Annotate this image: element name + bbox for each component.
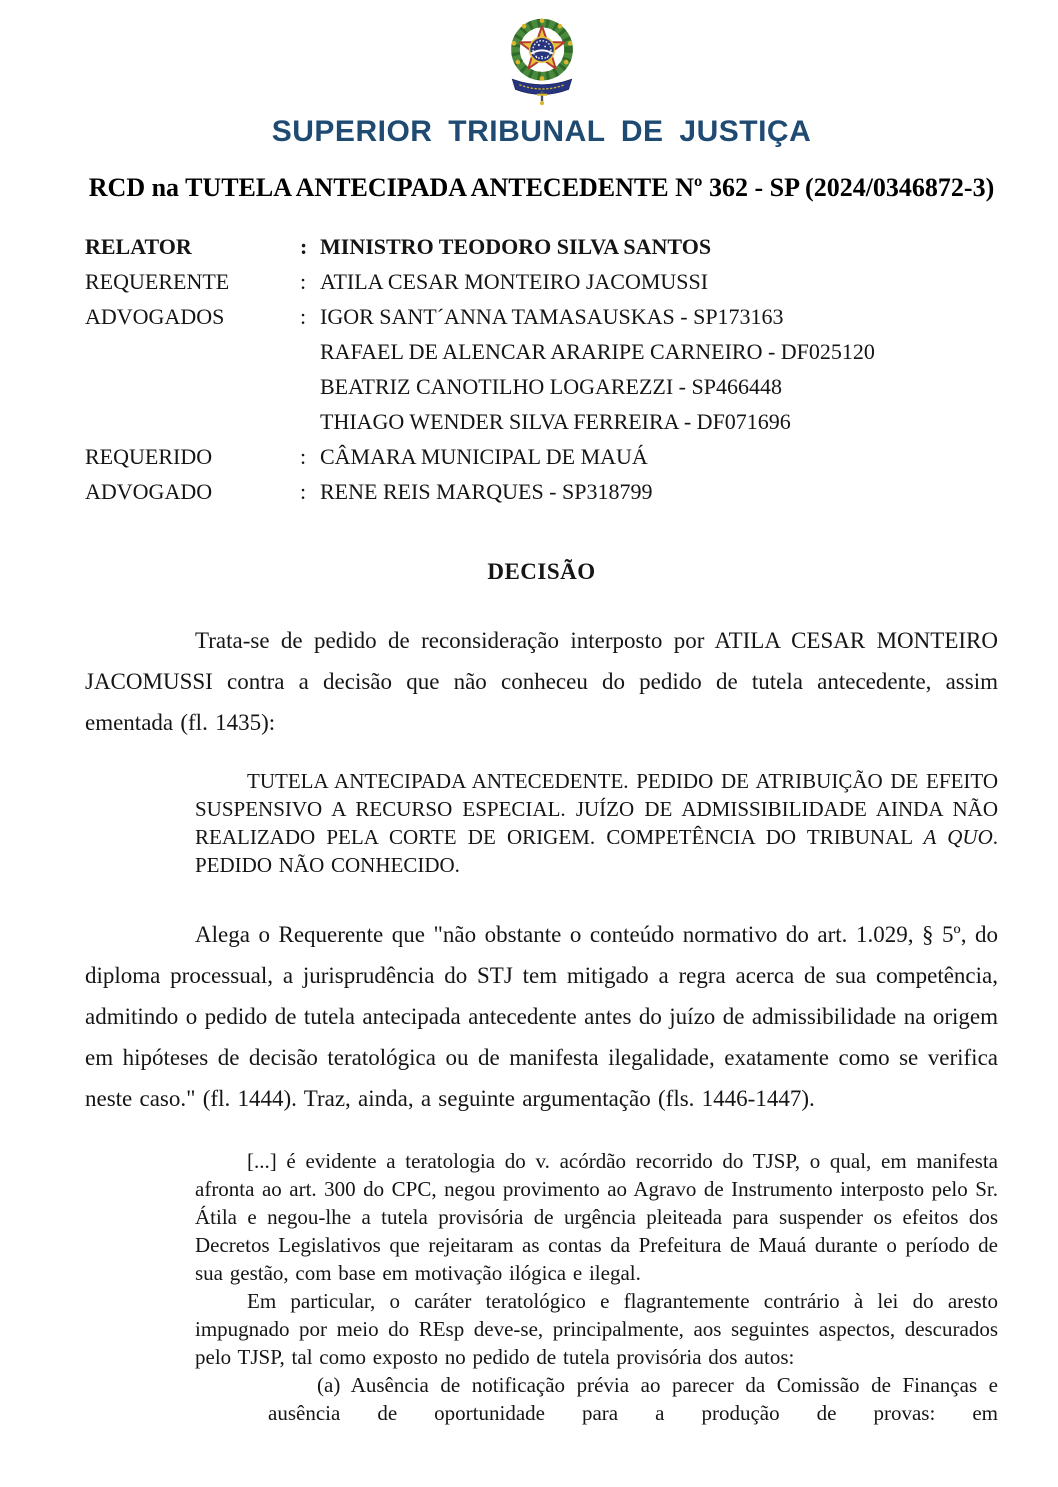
party-row-requerente <box>85 264 998 299</box>
parties-list <box>85 229 998 509</box>
party-separator: : <box>300 269 307 294</box>
ementa-text-end: . PEDIDO NÃO CONHECIDO. <box>195 825 998 877</box>
argumentation-paragraph-2: Em particular, o caráter teratológico e flagrantemente contrário à lei do aresto impugnado por meio do REsp deve-se, principalmente, aos seguintes aspectos, descurados pelo TJSP, tal como exposto no pedido de tutela provisória dos autos: <box>195 1289 998 1369</box>
ementa-text: TUTELA ANTECIPADA ANTECEDENTE. PEDIDO DE ATRIBUIÇÃO DE EFEITO SUSPENSIVO A RECURSO ESPECIAL. JUÍZO DE ADMISSIBILIDADE AINDA NÃO REALIZADO PELA CORTE DE ORIGEM. COMPETÊNCIA DO TRIBUNAL <box>195 769 998 849</box>
party-value: IGOR SANT´ANNA TAMASAUSKAS - SP173163 <box>320 304 784 329</box>
argumentation-quote <box>195 1147 998 1427</box>
party-row-advogado <box>85 474 998 509</box>
brazil-coat-of-arms-icon <box>503 12 581 111</box>
letterhead <box>85 12 998 149</box>
party-label: REQUERIDO <box>85 444 213 469</box>
decision-paragraph-2: Alega o Requerente que "não obstante o conteúdo normativo do art. 1.029, § 5º, do diploma processual, a jurisprudência do STJ tem mitigado a regra acerca de sua competência, admitindo o pedido de tutela antecipada antecedente antes do juízo de admissibilidade na origem em hipóteses de decisão teratológica ou de manifesta ilegalidade, exatamente como se verifica neste caso." (fl. 1444). Traz, ainda, a seguinte argumentação (fls. 1446-1447). <box>85 922 998 1111</box>
argumentation-item-a: (a) Ausência de notificação prévia ao parecer da Comissão de Finanças e ausência de oportunidade para a produção de provas: em <box>268 1373 998 1425</box>
party-separator: : <box>300 234 308 259</box>
party-row-advogados <box>85 299 998 439</box>
party-value: THIAGO WENDER SILVA FERREIRA - DF071696 <box>320 409 791 434</box>
party-separator: : <box>300 479 307 504</box>
party-value: CÂMARA MUNICIPAL DE MAUÁ <box>320 444 648 469</box>
party-value: BEATRIZ CANOTILHO LOGAREZZI - SP466448 <box>320 374 782 399</box>
case-title: RCD na TUTELA ANTECIPADA ANTECEDENTE Nº 362 - SP (2024/0346872-3) <box>88 173 995 202</box>
party-separator: : <box>300 444 307 469</box>
party-label: REQUERENTE <box>85 269 230 294</box>
party-value: MINISTRO TEODORO SILVA SANTOS <box>320 234 712 259</box>
party-row-relator <box>85 229 998 264</box>
argumentation-paragraph-1: [...] é evidente a teratologia do v. acórdão recorrido do TJSP, o qual, em manifesta afronta ao art. 300 do CPC, negou provimento ao Agravo de Instrumento interposto pelo Sr. Átila e negou-lhe a tutela provisória de urgência pleiteada para suspender os efeitos dos Decretos Legislativos que rejeitaram as contas da Prefeitura de Mauá durante o período de sua gestão, com base em motivação ilógica e ilegal. <box>195 1149 998 1285</box>
party-value: RAFAEL DE ALENCAR ARARIPE CARNEIRO - DF025120 <box>320 339 875 364</box>
party-label: ADVOGADOS <box>85 304 225 329</box>
party-value: RENE REIS MARQUES - SP318799 <box>320 479 653 504</box>
ementa-latin-term: A QUO <box>923 825 993 849</box>
decision-heading: DECISÃO <box>487 559 596 584</box>
party-row-requerido <box>85 439 998 474</box>
party-separator: : <box>300 304 307 329</box>
court-name: SUPERIOR TRIBUNAL DE JUSTIÇA <box>271 115 812 148</box>
party-value: ATILA CESAR MONTEIRO JACOMUSSI <box>320 269 709 294</box>
party-label: RELATOR <box>85 234 192 259</box>
decision-paragraph-1: Trata-se de pedido de reconsideração interposto por ATILA CESAR MONTEIRO JACOMUSSI contra a decisão que não conheceu do pedido de tutela antecedente, assim ementada (fl. 1435): <box>85 628 998 735</box>
party-label: ADVOGADO <box>85 479 213 504</box>
ementa-quote <box>195 767 998 879</box>
